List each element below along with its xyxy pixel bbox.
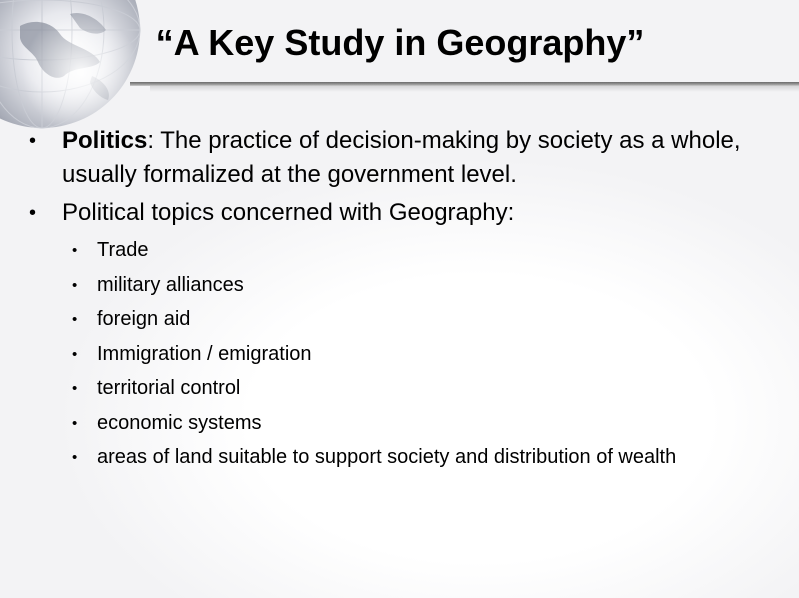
definition-politics: : The practice of decision-making by society as a whole, usually formalized at the government level. xyxy=(62,127,741,188)
sub-bullet-text: Trade xyxy=(97,239,149,261)
sub-bullet-icon: • xyxy=(72,242,78,259)
political-topics-label: Political topics concerned with Geography: xyxy=(62,199,515,226)
sub-bullet-text: foreign aid xyxy=(97,308,191,330)
term-politics: Politics xyxy=(62,127,148,154)
slide-body xyxy=(0,124,799,478)
sub-bullet-text: military alliances xyxy=(97,273,244,296)
bullet-political-topics xyxy=(0,196,799,230)
sub-bullet-economic-systems xyxy=(0,409,799,438)
slide-title: “A Key Study in Geography” xyxy=(155,22,645,63)
sub-bullet-icon: • xyxy=(72,449,78,466)
sub-bullet-text: Immigration / emigration xyxy=(97,342,312,365)
sub-bullet-immigration xyxy=(0,340,799,369)
sub-bullet-icon: • xyxy=(72,380,78,397)
bullet-politics xyxy=(0,124,799,192)
sub-bullet-icon: • xyxy=(72,311,78,328)
sub-bullet-territorial-control xyxy=(0,374,799,403)
sub-bullet-land-wealth xyxy=(0,443,799,472)
globe-icon xyxy=(0,0,142,130)
sub-bullet-trade xyxy=(0,236,799,265)
sub-bullet-foreign-aid xyxy=(0,305,799,334)
title-divider-shadow xyxy=(150,86,799,92)
sub-bullet-text: economic systems xyxy=(97,411,262,434)
sub-bullet-text: areas of land suitable to support society and distribution of wealth xyxy=(97,446,677,468)
sub-bullet-icon: • xyxy=(72,414,78,432)
bullet-icon: • xyxy=(29,130,37,152)
bullet-icon: • xyxy=(29,202,37,224)
sub-bullet-icon: • xyxy=(72,276,78,294)
sub-bullet-military-alliances xyxy=(0,271,799,300)
sub-bullet-list xyxy=(0,236,799,472)
sub-bullet-icon: • xyxy=(72,345,78,363)
sub-bullet-text: territorial control xyxy=(97,377,241,399)
